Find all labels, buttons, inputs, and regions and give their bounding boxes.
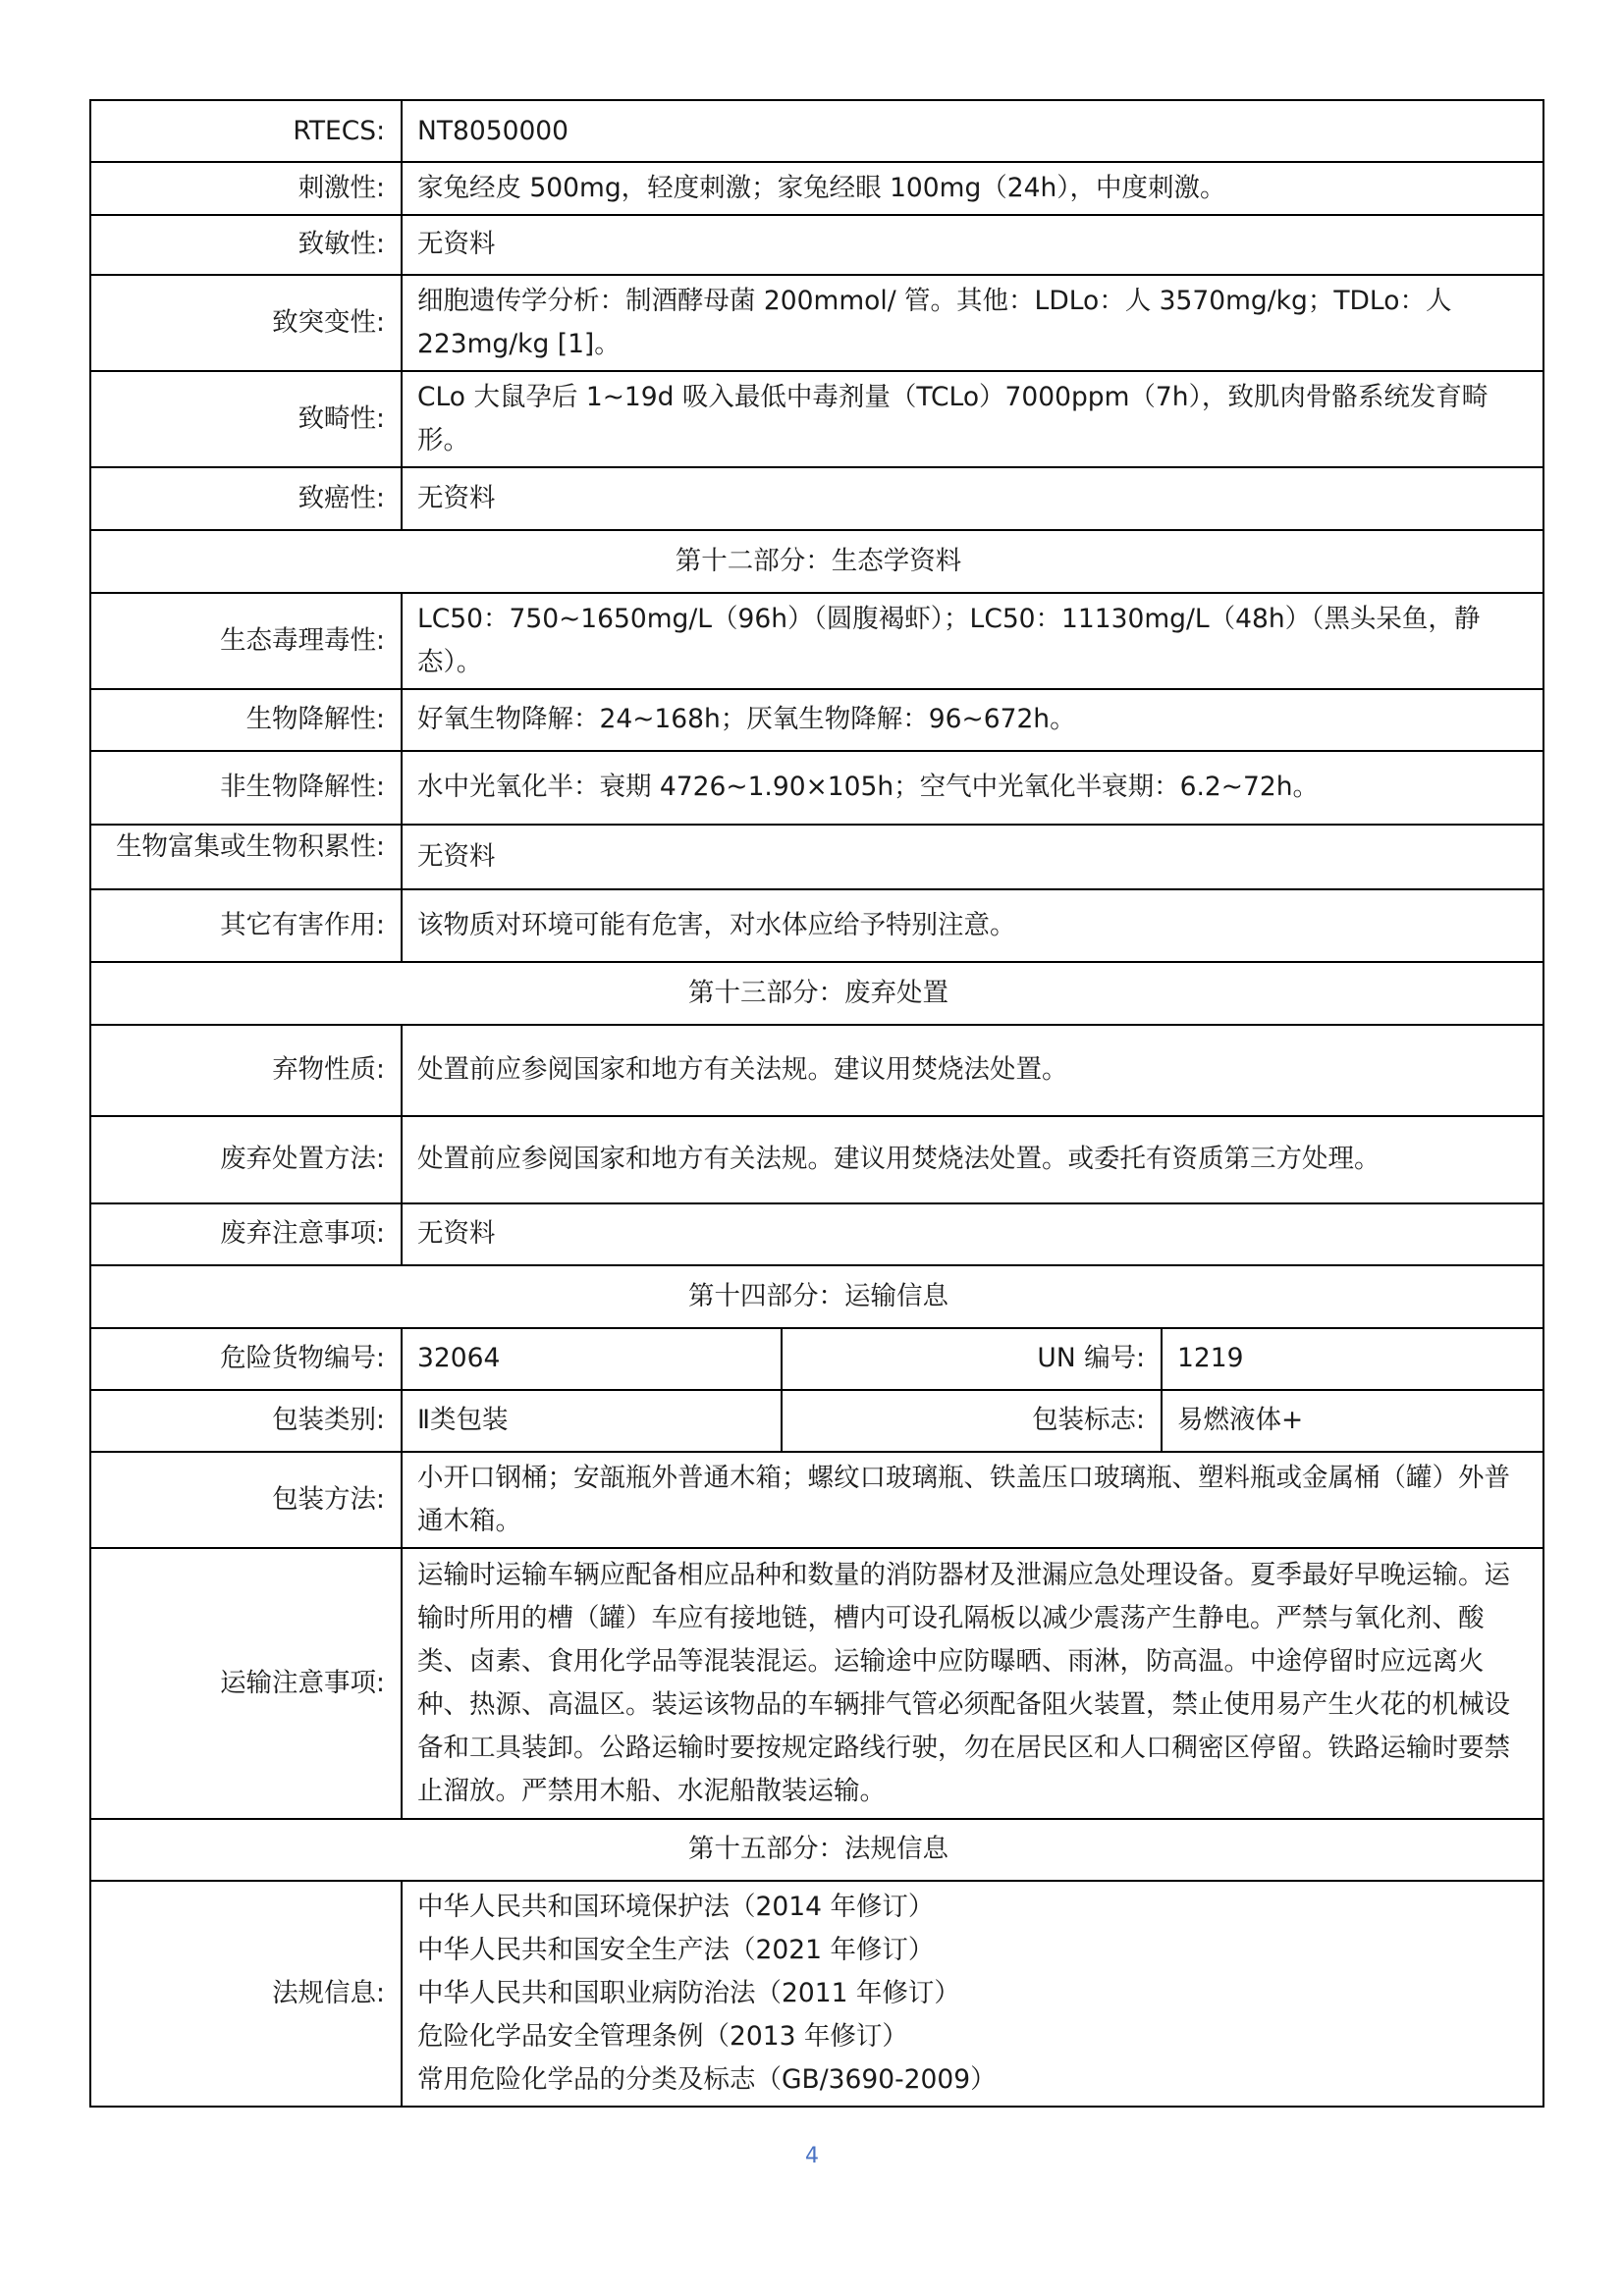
regulation-item: 中华人民共和国职业病防治法（2011 年修订）	[417, 1977, 960, 2008]
row-transport-precautions	[90, 1548, 1543, 1819]
row-bioaccumulation	[90, 825, 1543, 889]
section-header-eco	[90, 530, 1543, 593]
row-teratogenicity	[90, 371, 1543, 467]
row-packing-class-mark	[90, 1390, 1543, 1452]
waste-nature-value: 处置前应参阅国家和地方有关法规。建议用焚烧法处置。	[402, 1025, 1543, 1116]
row-sensitization	[90, 215, 1543, 275]
waste-nature-label: 弃物性质:	[90, 1025, 402, 1116]
other-effects-label: 其它有害作用:	[90, 889, 402, 962]
row-other-effects	[90, 889, 1543, 962]
carcinogenicity-label: 致癌性:	[90, 467, 402, 530]
abiotic-degradation-label: 非生物降解性:	[90, 751, 402, 825]
mutagenicity-label: 致突变性:	[90, 275, 402, 371]
row-irritation	[90, 162, 1543, 215]
packing-class-label: 包装类别:	[90, 1390, 402, 1452]
row-disposal-notes	[90, 1203, 1543, 1265]
row-carcinogenicity	[90, 467, 1543, 530]
row-packing-method	[90, 1452, 1543, 1548]
biodegradation-value: 好氧生物降解：24~168h；厌氧生物降解：96~672h。	[402, 689, 1543, 751]
page-number: 4	[805, 2144, 819, 2168]
row-waste-nature	[90, 1025, 1543, 1116]
regulation-item: 中华人民共和国安全生产法（2021 年修订）	[417, 1934, 935, 1965]
biodegradation-label: 生物降解性:	[90, 689, 402, 751]
bioaccumulation-value: 无资料	[402, 825, 1543, 889]
bioaccumulation-label-cell	[90, 825, 402, 889]
row-ecotoxicity	[90, 593, 1543, 689]
row-biodegradation	[90, 689, 1543, 751]
irritation-label: 刺激性:	[90, 162, 402, 215]
abiotic-degradation-value: 水中光氧化半：衰期 4726~1.90×105h；空气中光氧化半衰期：6.2~72h。	[402, 751, 1543, 825]
packing-mark-label: 包装标志:	[782, 1390, 1162, 1452]
irritation-value: 家兔经皮 500mg，轻度刺激；家兔经眼 100mg（24h），中度刺激。	[402, 162, 1543, 215]
teratogenicity-value: CLo 大鼠孕后 1~19d 吸入最低中毒剂量（TCLo）7000ppm（7h），致肌肉骨骼系统发育畸形。	[402, 371, 1543, 467]
disposal-notes-value: 无资料	[402, 1203, 1543, 1265]
un-number-value: 1219	[1162, 1328, 1543, 1390]
disposal-notes-label: 废弃注意事项:	[90, 1203, 402, 1265]
regulatory-info-list	[402, 1881, 1543, 2107]
dg-number-label: 危险货物编号:	[90, 1328, 402, 1390]
row-regulatory-info	[90, 1881, 1543, 2107]
bioaccumulation-label: 生物富集或生物积累性:	[116, 830, 385, 862]
packing-class-value: Ⅱ类包装	[402, 1390, 782, 1452]
section-header-regulatory	[90, 1819, 1543, 1881]
rtecs-label: RTECS:	[90, 100, 402, 162]
ecotoxicity-value: LC50：750~1650mg/L（96h）（圆腹褐虾）；LC50：11130mg/L（48h）（黑头呆鱼，静态）。	[402, 593, 1543, 689]
section-header-transport	[90, 1265, 1543, 1328]
sensitization-label: 致敏性:	[90, 215, 402, 275]
section-title: 第十五部分：法规信息	[90, 1819, 1543, 1881]
disposal-method-label: 废弃处置方法:	[90, 1116, 402, 1203]
disposal-method-value: 处置前应参阅国家和地方有关法规。建议用焚烧法处置。或委托有资质第三方处理。	[402, 1116, 1543, 1203]
mutagenicity-value: 细胞遗传学分析：制酒酵母菌 200mmol/ 管。其他：LDLo：人 3570mg/kg；TDLo：人 223mg/kg [1]。	[402, 275, 1543, 371]
ecotoxicity-label: 生态毒理毒性:	[90, 593, 402, 689]
teratogenicity-label: 致畸性:	[90, 371, 402, 467]
regulation-item: 中华人民共和国环境保护法（2014 年修订）	[417, 1891, 935, 1922]
section-title: 第十三部分：废弃处置	[90, 962, 1543, 1025]
row-abiotic-degradation	[90, 751, 1543, 825]
transport-precautions-value: 运输时运输车辆应配备相应品种和数量的消防器材及泄漏应急处理设备。夏季最好早晚运输。运输时所用的槽（罐）车应有接地链，槽内可设孔隔板以减少震荡产生静电。严禁与氧化剂、酸类、卤素、食用化学品等混装混运。运输途中应防曝晒、雨淋，防高温。中途停留时应远离火种、热源、高温区。装运该物品的车辆排气管必须配备阻火装置，禁止使用易产生火花的机械设备和工具装卸。公路运输时要按规定路线行驶，勿在居民区和人口稠密区停留。铁路运输时要禁止溜放。严禁用木船、水泥船散装运输。	[402, 1548, 1543, 1819]
row-dg-un-number	[90, 1328, 1543, 1390]
dg-number-value: 32064	[402, 1328, 782, 1390]
carcinogenicity-value: 无资料	[402, 467, 1543, 530]
section-title: 第十二部分：生态学资料	[90, 530, 1543, 593]
row-rtecs	[90, 100, 1543, 162]
un-number-label: UN 编号:	[782, 1328, 1162, 1390]
row-disposal-method	[90, 1116, 1543, 1203]
regulation-item: 常用危险化学品的分类及标志（GB/3690-2009）	[417, 2063, 997, 2095]
packing-method-label: 包装方法:	[90, 1452, 402, 1548]
regulation-item: 危险化学品安全管理条例（2013 年修订）	[417, 2020, 908, 2052]
regulatory-info-label: 法规信息:	[90, 1881, 402, 2107]
sds-table	[89, 99, 1544, 2108]
section-header-disposal	[90, 962, 1543, 1025]
section-title: 第十四部分：运输信息	[90, 1265, 1543, 1328]
row-mutagenicity	[90, 275, 1543, 371]
packing-mark-value: 易燃液体+	[1162, 1390, 1543, 1452]
other-effects-value: 该物质对环境可能有危害，对水体应给予特别注意。	[402, 889, 1543, 962]
packing-method-value: 小开口钢桶；安瓿瓶外普通木箱；螺纹口玻璃瓶、铁盖压口玻璃瓶、塑料瓶或金属桶（罐）外普通木箱。	[402, 1452, 1543, 1548]
rtecs-value: NT8050000	[402, 100, 1543, 162]
sensitization-value: 无资料	[402, 215, 1543, 275]
transport-precautions-label: 运输注意事项:	[90, 1548, 402, 1819]
